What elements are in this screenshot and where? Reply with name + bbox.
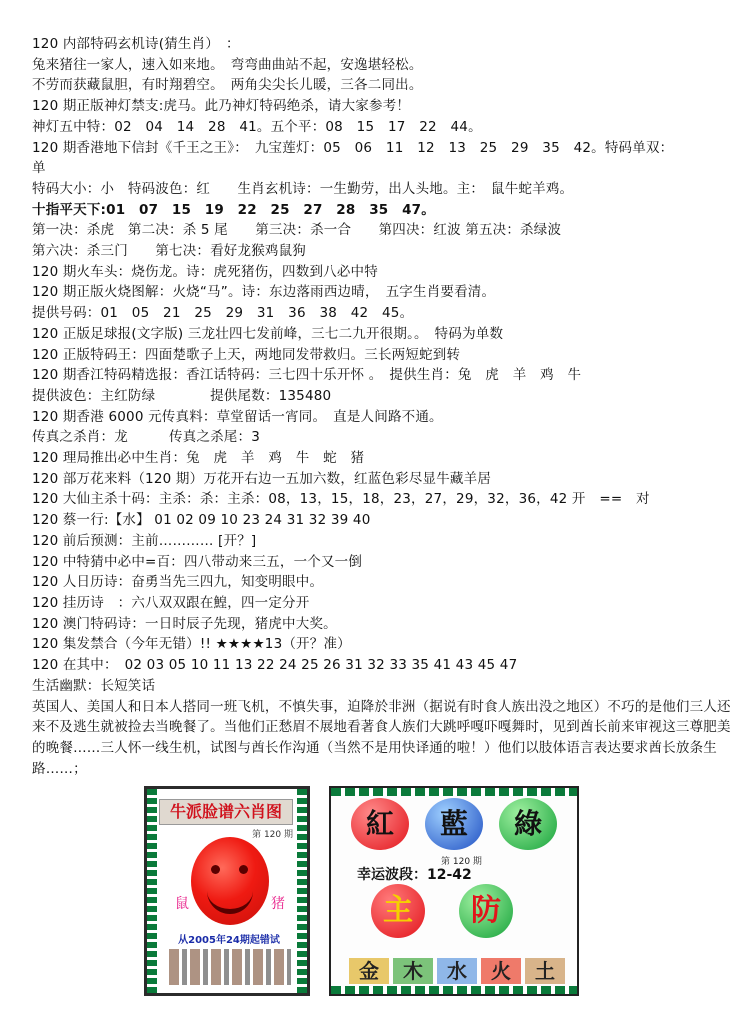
blue-ball: 藍 [425, 798, 483, 850]
text-line: 特码大小：小 特码波色：红 生肖玄机诗：一生勤劳，出人头地。主： 鼠牛蛇羊鸡。 [32, 180, 574, 197]
red-blue-green-picture [329, 786, 579, 996]
issue-label: 第 120 期 [252, 830, 293, 840]
border-strip [331, 788, 577, 796]
text-line: 兔来猪往一家人，速入如来地。 弯弯曲曲站不起，安逸堪轻松。 [32, 56, 423, 73]
text-line: 120 理局推出必中生肖：兔 虎 羊 鸡 牛 蛇 猪 [32, 450, 365, 467]
text-line: 十指平天下:01 07 15 19 22 25 27 28 35 47。 [32, 201, 435, 218]
element-wood: 木 [393, 958, 433, 984]
text-line: 120 期正版火烧图解：火烧“马”。诗：东边落雨西边晴， 五字生肖要看清。 [32, 284, 496, 301]
element-metal: 金 [349, 958, 389, 984]
text-line: 生活幽默：长短笑话 [32, 677, 156, 694]
red-ball: 紅 [351, 798, 409, 850]
joke-paragraph: 英国人、美国人和日本人搭同一班飞机，不慎失事，迫降於非洲（据说有时食人族出没之地区）不巧的是他们三人还来不及逃生就被捡去当晚餐了。当他们正愁眉不展地看著食人族们大跳呼嘎吓嘎舞时，见到酋长前来审视这三尊肥美的晚餐……三人怀一线生机，试图与酋长作沟通（当然不是用快译通的啦！）他们以肢体语言表达要求酋长放条生路……； [32, 698, 731, 777]
border-strip [331, 986, 577, 994]
green-ball: 綠 [499, 798, 557, 850]
picture-title: 牛派脸谱六肖图 [159, 799, 293, 825]
issue-label: 第 120 期 [441, 857, 482, 867]
text-line: 120 集发禁合（今年无错）!! ★★★★13（开？准） [32, 636, 351, 653]
text-line: 120 大仙主杀十码：主杀：杀：主杀：08，13，15，18，23，27，29，32，36，42 开 == 对 [32, 491, 650, 508]
text-line: 120 部万花来料（120 期）万花开右边一五加六数，红蓝色彩尽显牛藏羊居 [32, 470, 492, 487]
text-line: 120 挂历诗 ：六八双双跟在鰉，四一定分开 [32, 594, 310, 611]
six-zodiac-face-picture [144, 786, 310, 996]
text-line: 120 在其中： 02 03 05 10 11 13 22 24 25 26 31 32 33 35 41 43 45 47 [32, 657, 518, 674]
text-line: 120 期正版神灯禁支:虎马。此乃神灯特码绝杀，请大家参考！ [32, 98, 411, 115]
text-line: 提供波色：主红防绿 提供尾数：135480 [32, 387, 332, 404]
eye-icon [239, 865, 248, 874]
zodiac-left: 鼠 [175, 896, 189, 912]
text-line: 120 期火车头：烧伤龙。诗：虎死猪伤，四数到八必中特 [32, 263, 378, 280]
text-line: 神灯五中特：02 04 14 28 41。五个平：08 15 17 22 44。 [32, 118, 482, 135]
eye-icon [211, 865, 220, 874]
smile-icon [207, 889, 253, 914]
text-line: 不劳而获藏鼠胆，有时翔碧空。 两角尖尖长儿暖，三各二同出。 [32, 77, 423, 94]
text-line: 120 期香港地下信封《千王之王》： 九宝莲灯：05 06 11 12 13 25 29 35 42。特码单双： [32, 139, 674, 156]
text-line: 120 澳门特码诗：一日时辰子先现，猪虎中大奖。 [32, 615, 337, 632]
text-line: 120 人日历诗：奋勇当先三四九，知变明眼中。 [32, 574, 324, 591]
zodiac-animals-icon [169, 949, 291, 985]
lucky-range: 幸运波段：12-42 [357, 867, 472, 883]
text-line: 120 内部特码玄机诗(猜生肖） ： [32, 36, 240, 52]
document-body [32, 34, 732, 779]
guard-ball: 防 [459, 884, 513, 938]
element-water: 水 [437, 958, 477, 984]
border-strip [297, 789, 307, 993]
main-ball: 主 [371, 884, 425, 938]
text-line: 120 正版足球报(文字版) 三龙壮四七发前峰，三七二九开很期。。 特码为单数 [32, 325, 504, 342]
text-line: 120 正版特码王：四面楚歌子上天，两地同发带救归。三长两短蛇到转 [32, 346, 461, 363]
text-line: 120 中特猜中必中=百：四八带动来三五，一个又一倒 [32, 553, 363, 570]
since-note: 从2005年24期起错试 [178, 935, 280, 946]
text-line: 第六决：杀三门 第七决：看好龙猴鸡鼠狗 [32, 243, 306, 260]
text-line: 120 前后预测：主前………… [开？] [32, 532, 257, 549]
text-line: 120 期香港 6000 元传真料：草堂留话一宵同。 直是人间路不通。 [32, 408, 443, 425]
element-fire: 火 [481, 958, 521, 984]
text-line: 120 期香江特码精选报：香江话特码：三七四十乐开怀 。 提供生肖：兔 虎 羊 鸡 牛 [32, 367, 582, 384]
text-line: 第一决：杀虎 第二决：杀 5 尾 第三决：杀一合 第四决：红波 第五决：杀绿波 [32, 222, 562, 239]
zodiac-right: 猪 [271, 896, 285, 912]
red-face-icon [191, 837, 269, 925]
five-elements [345, 958, 565, 986]
element-earth: 土 [525, 958, 565, 984]
border-strip [147, 789, 157, 993]
text-line: 提供号码：01 05 21 25 29 31 36 38 42 45。 [32, 305, 414, 322]
color-balls [345, 798, 565, 852]
text-line: 120 蔡一行:【水】 01 02 09 10 23 24 31 32 39 40 [32, 512, 371, 529]
text-line: 传真之杀肖：龙 传真之杀尾：3 [32, 429, 260, 446]
text-line: 单 [32, 160, 46, 177]
